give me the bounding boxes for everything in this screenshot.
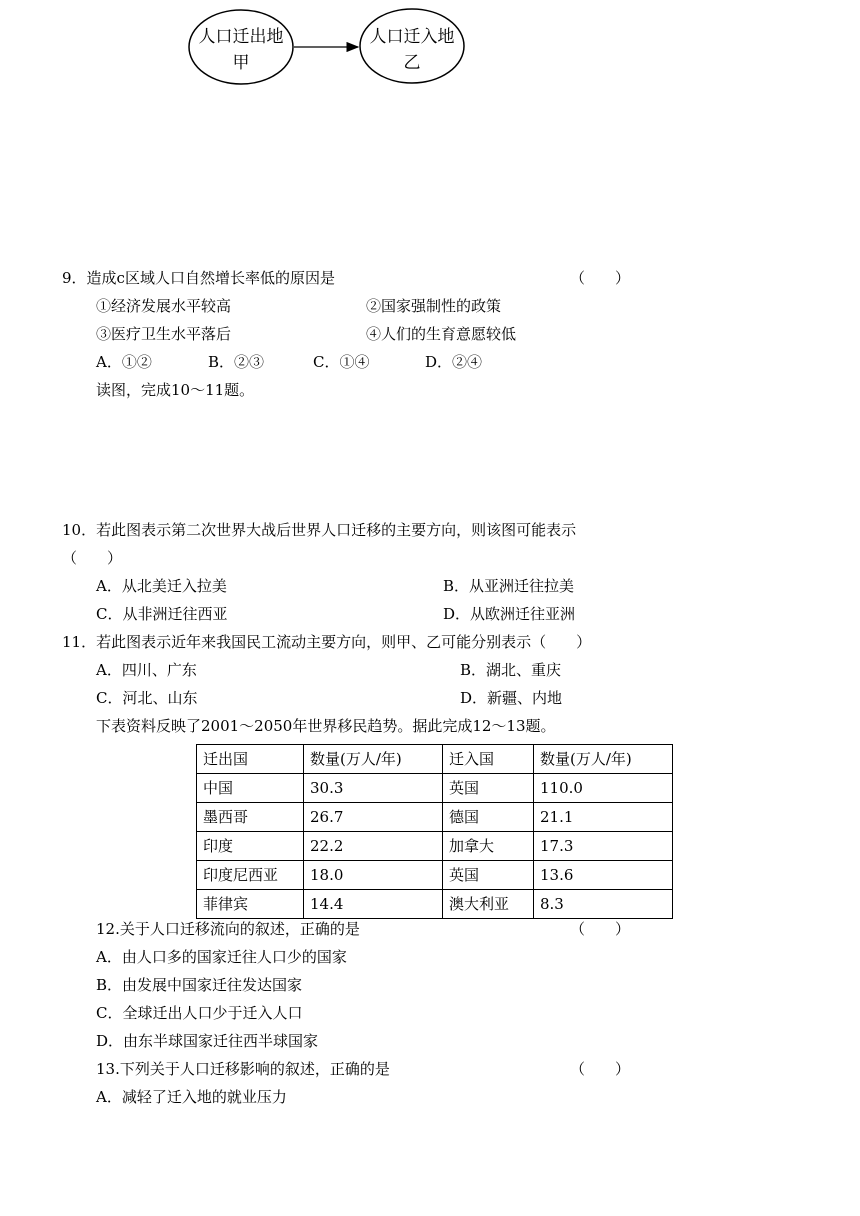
table-cell: 30.3 [304, 774, 443, 803]
q13-option-a: A．减轻了迁入地的就业压力 [96, 1088, 287, 1106]
q12-option-c: C．全球迁出人口少于迁入人口 [96, 1004, 303, 1022]
q9-choice-d: D．②④ [425, 353, 483, 371]
q12-option-b: B．由发展中国家迁往发达国家 [96, 976, 303, 994]
q9-statement-4: ④人们的生育意愿较低 [366, 325, 517, 343]
q10-option-c: C．从非洲迁往西亚 [96, 605, 228, 623]
q10-stem: 10．若此图表示第二次世界大战后世界人口迁移的主要方向，则该图可能表示 [62, 521, 577, 539]
table-header-cell: 数量(万人/年) [534, 745, 673, 774]
table-cell: 英国 [443, 861, 534, 890]
q13-answer-bracket: （ ） [570, 1060, 631, 1078]
table-cell: 英国 [443, 774, 534, 803]
table-cell: 17.3 [534, 832, 673, 861]
table-cell: 墨西哥 [197, 803, 304, 832]
q12-stem: 12.关于人口迁移流向的叙述，正确的是 [96, 920, 360, 938]
q9-answer-bracket: （ ） [570, 269, 631, 287]
table-cell: 8.3 [534, 890, 673, 919]
table-header-cell: 迁出国 [197, 745, 304, 774]
migration-diagram [0, 0, 860, 100]
table-cell: 110.0 [534, 774, 673, 803]
q11-option-c: C．河北、山东 [96, 689, 198, 707]
q9-statement-1: ①经济发展水平较高 [96, 297, 232, 315]
table-row [197, 890, 673, 919]
q9-choice-c: C．①④ [313, 353, 370, 371]
table-cell: 印度尼西亚 [197, 861, 304, 890]
table-header-cell: 迁入国 [443, 745, 534, 774]
q11-option-d: D．新疆、内地 [460, 689, 563, 707]
table-cell: 26.7 [304, 803, 443, 832]
q11-option-a: A．四川、广东 [96, 661, 197, 679]
table-cell: 21.1 [534, 803, 673, 832]
table-cell: 中国 [197, 774, 304, 803]
q10-option-a: A．从北美迁入拉美 [96, 577, 227, 595]
table-cell: 加拿大 [443, 832, 534, 861]
table-cell: 德国 [443, 803, 534, 832]
table-row [197, 803, 673, 832]
destination-label-line2: 乙 [403, 53, 421, 73]
table-cell: 澳大利亚 [443, 890, 534, 919]
table-header-cell: 数量(万人/年) [304, 745, 443, 774]
q9-choice-b: B．②③ [208, 353, 265, 371]
table-cell: 18.0 [304, 861, 443, 890]
q11-stem: 11．若此图表示近年来我国民工流动主要方向，则甲、乙可能分别表示（ ） [62, 633, 592, 651]
q13-stem: 13.下列关于人口迁移影响的叙述，正确的是 [96, 1060, 390, 1078]
origin-label-line2: 甲 [232, 53, 250, 73]
intro-12-13: 下表资料反映了2001～2050年世界移民趋势。据此完成12～13题。 [96, 717, 556, 735]
q10-answer-bracket: （ ） [62, 549, 123, 567]
q10-option-d: D．从欧洲迁往亚洲 [443, 605, 576, 623]
table-row [197, 861, 673, 890]
q12-answer-bracket: （ ） [570, 920, 631, 938]
table-row [197, 832, 673, 861]
q10-option-b: B．从亚洲迁往拉美 [443, 577, 575, 595]
origin-label-line1: 人口迁出地 [198, 27, 284, 47]
q9-statement-2: ②国家强制性的政策 [366, 297, 502, 315]
q9-statement-3: ③医疗卫生水平落后 [96, 325, 232, 343]
table-header-row [197, 745, 673, 774]
table-cell: 22.2 [304, 832, 443, 861]
q9-choice-a: A．①② [96, 353, 152, 371]
intro-10-11: 读图，完成10～11题。 [96, 381, 255, 399]
table-cell: 13.6 [534, 861, 673, 890]
q9-stem: 9．造成c区域人口自然增长率低的原因是 [62, 269, 335, 287]
destination-label-line1: 人口迁入地 [369, 27, 455, 47]
migration-table [196, 744, 673, 919]
table-cell: 印度 [197, 832, 304, 861]
q12-option-a: A．由人口多的国家迁往人口少的国家 [96, 948, 347, 966]
table-cell: 菲律宾 [197, 890, 304, 919]
table-row [197, 774, 673, 803]
q11-option-b: B．湖北、重庆 [460, 661, 562, 679]
table-cell: 14.4 [304, 890, 443, 919]
q12-option-d: D．由东半球国家迁往西半球国家 [96, 1032, 319, 1050]
